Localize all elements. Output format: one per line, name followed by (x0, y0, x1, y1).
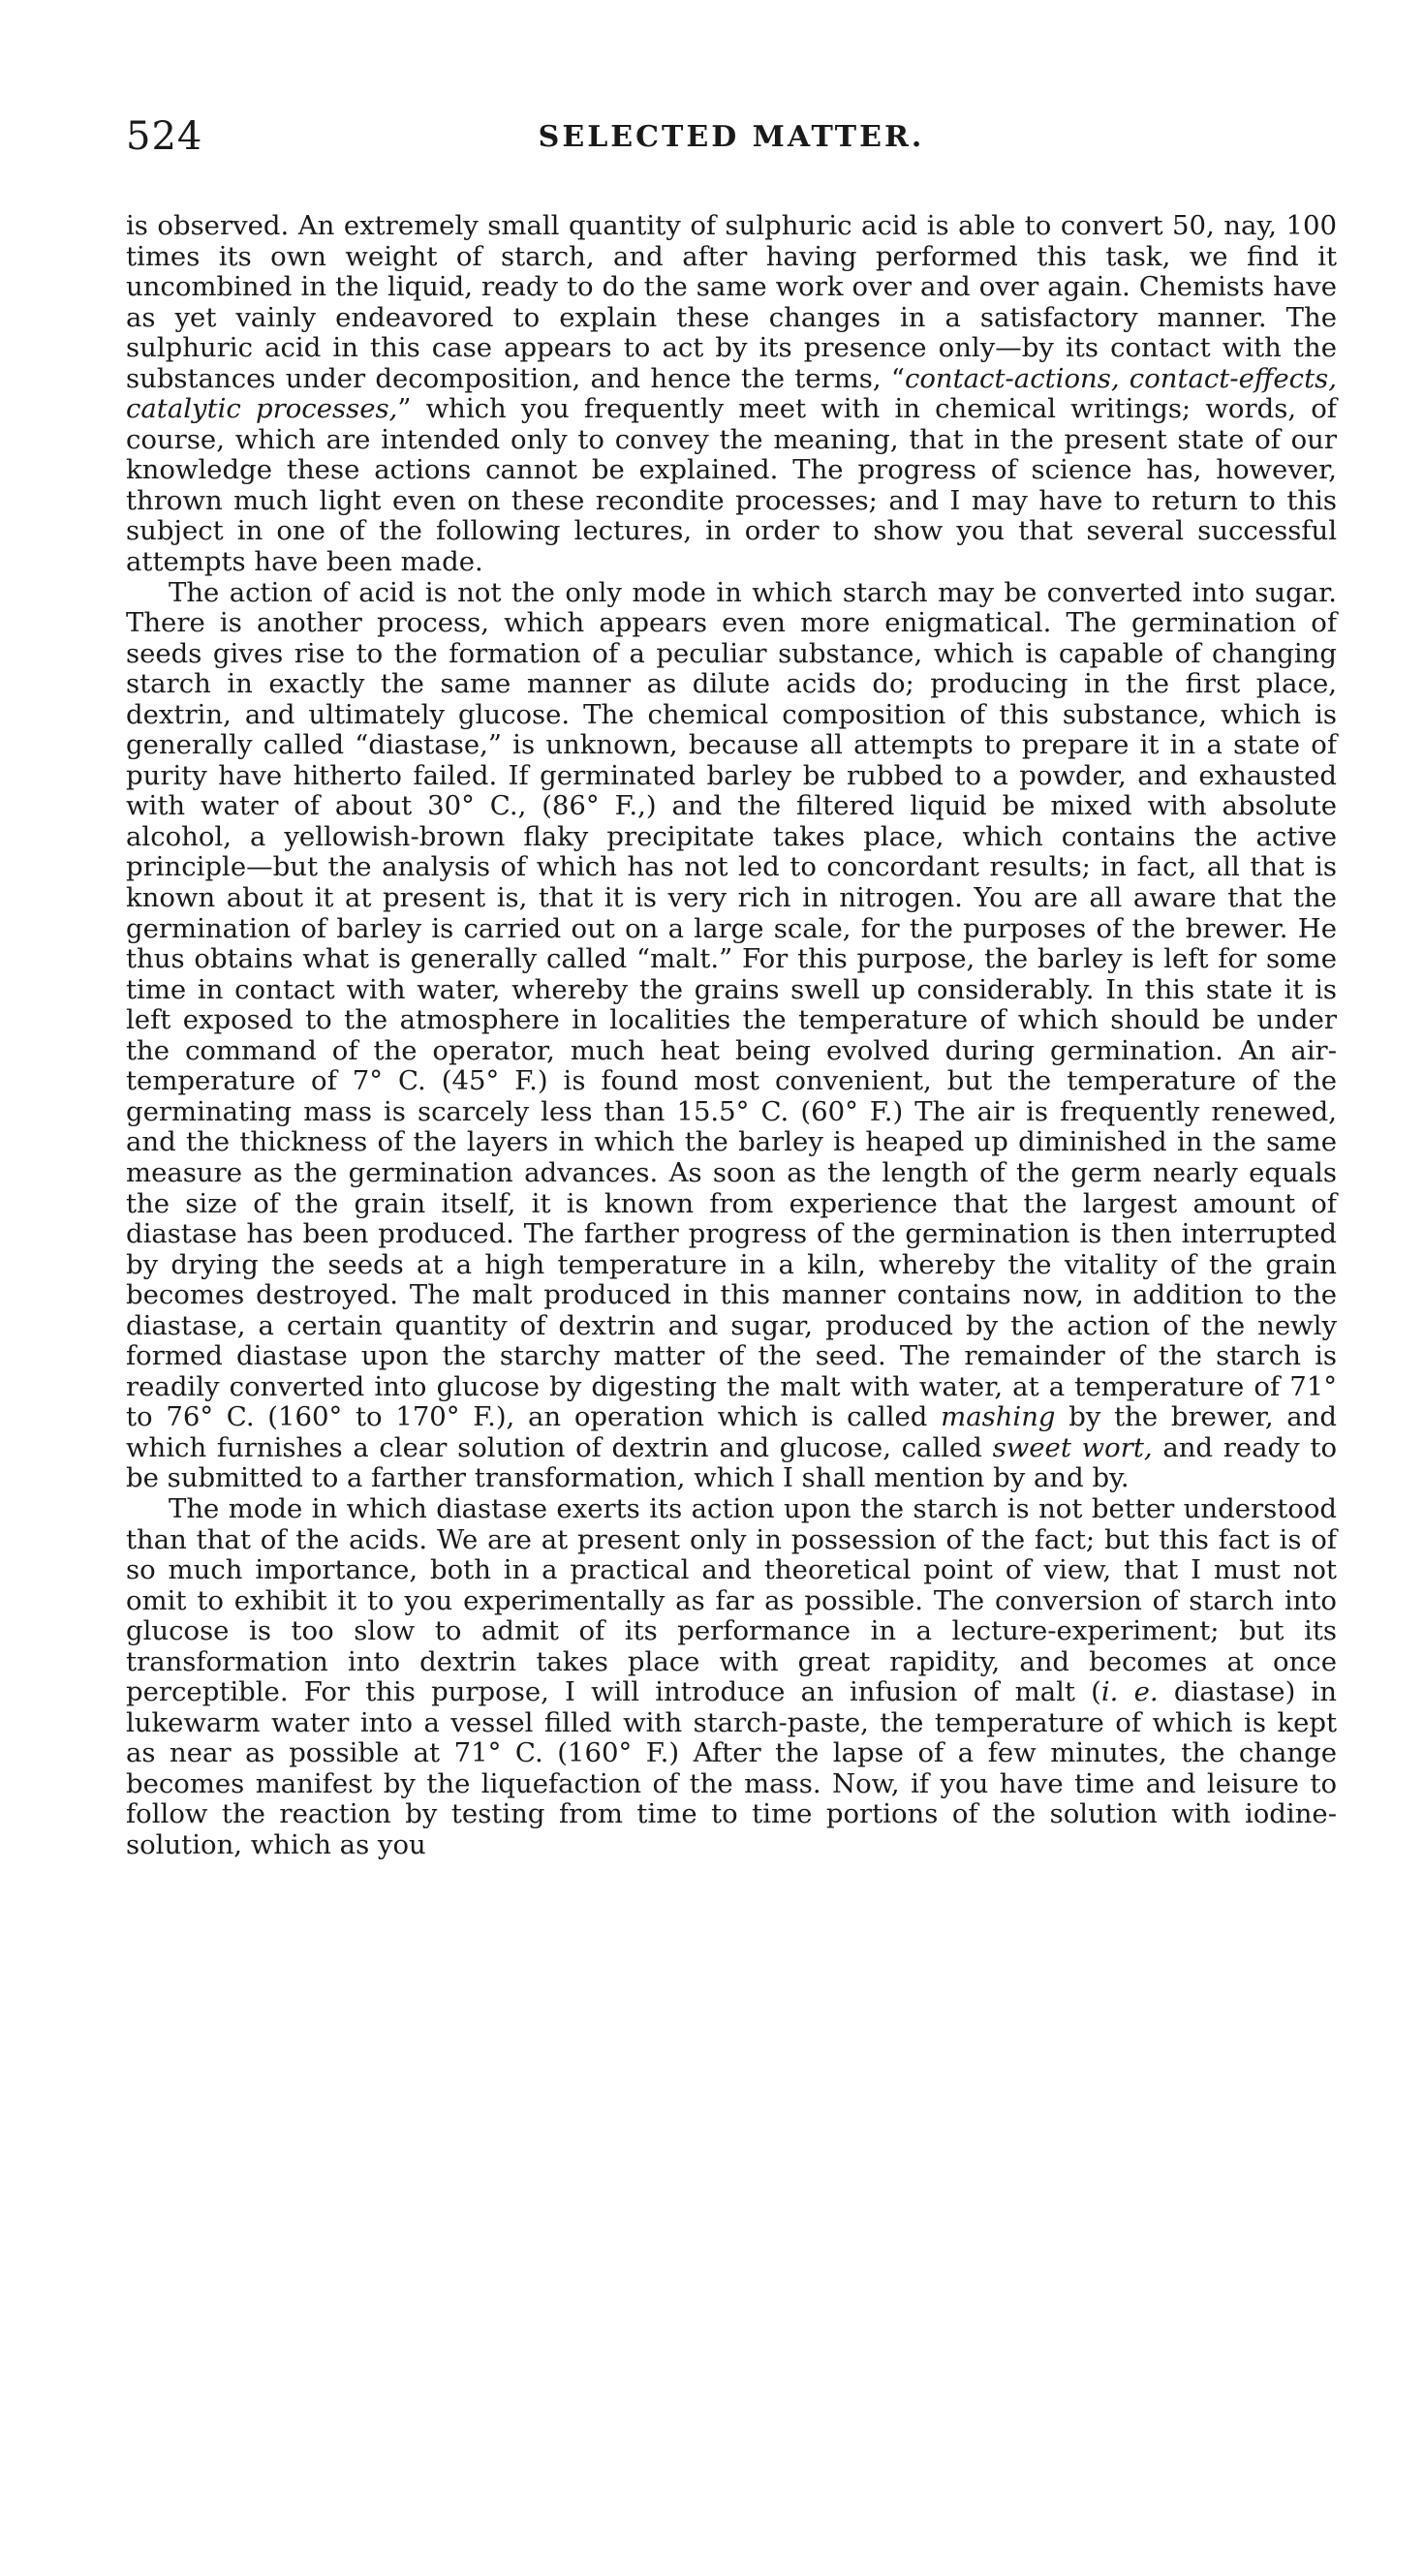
page-number: 524 (126, 114, 203, 159)
italic-terms: contact-actions, contact-effects, catalytic processes, (126, 362, 1337, 425)
book-page (126, 114, 1337, 2535)
text-segment: and ready to be submitted to a farther transformation, which I shall mention by and by. (126, 1431, 1338, 1494)
paragraph-3 (126, 1494, 1337, 1861)
paragraph-2 (126, 578, 1337, 1494)
body-text (126, 211, 1337, 1861)
italic-term-sweet-wort: sweet wort, (992, 1431, 1153, 1463)
paragraph-1 (126, 211, 1337, 578)
running-title: SELECTED MATTER. (538, 120, 925, 154)
italic-term-mashing: mashing (941, 1401, 1056, 1433)
text-segment: is observed. An extremely small quantity of sulphuric acid is able to convert 50, nay, 100 times its own weight of starch, and after having performed this task, we find it uncombined in the liquid, ready to do the same work over and over again. Chemists have as yet vainly endeavored to explain these changes in a satisfactory manner. The sulphuric acid in this case appears to act by its presence only—by its contact with the substances under decomposition, and hence the terms, “ (126, 210, 1337, 394)
running-head (126, 114, 1337, 169)
text-segment: The action of acid is not the only mode in which starch may be converted into sugar. There is another process, which appears even more enigmatical. The germination of seeds gives rise to the formation of a peculiar substance, which is capable of changing starch in exactly the same manner as dilute acids do; producing in the first place, dextrin, and ultimately glucose. The chemical composition of this substance, which is generally called “diastase,” is unknown, because all attempts to prepare it in a state of purity have hitherto failed. If germinated barley be rubbed to a powder, and exhausted with water of about 30° C., (86° F.,) and the filtered liquid be mixed with absolute alcohol, a yellowish-brown flaky precipitate takes place, which contains the active principle—but the analysis of which has not led to concordant results; in fact, all that is known about it at present is, that it is very rich in nitrogen. You are all aware that the germination of barley is carried out on a large scale, for the purposes of the brewer. He thus obtains what is generally called “malt.” For this purpose, the barley is left for some time in contact with water, whereby the grains swell up considerably. In this state it is left exposed to the atmosphere in localities the temperature of which should be under the command of the operator, much heat being evolved during germination. An air-temperature of 7° C. (45° F.) is found most convenient, but the temperature of the germinating mass is scarcely less than 15.5° C. (60° F.) The air is frequently renewed, and the thickness of the layers in which the barley is heaped up diminished in the same measure as the germination advances. As soon as the length of the germ nearly equals the size of the grain itself, it is known from experience that the largest amount of diastase has been produced. The farther progress of the germination is then interrupted by drying the seeds at a high temperature in a kiln, whereby the vitality of the grain becomes destroyed. The malt produced in this manner contains now, in addition to the diastase, a certain quantity of dextrin and sugar, produced by the action of the newly formed diastase upon the starchy matter of the seed. The remainder of the starch is readily converted into glucose by digesting the malt with water, at a temperature of 71° to 76° C. (160° to 170° F.), an operation which is called (126, 576, 1337, 1433)
text-segment: diastase) in lukewarm water into a vessel filled with starch-paste, the temperature of which is kept as near as possible at 71° C. (160° F.) After the lapse of a few minutes, the change becomes manifest by the liquefaction of the mass. Now, if you have time and leisure to follow the reaction by testing from time to time portions of the solution with iodine-solution, which as you (126, 1676, 1338, 1860)
text-segment: The mode in which diastase exerts its action upon the starch is not better understood than that of the acids. We are at present only in possession of the fact; but this fact is of so much importance, both in a practical and theoretical point of view, that I must not omit to exhibit it to you experimentally as far as possible. The conversion of starch into glucose is too slow to admit of its performance in a lecture-experiment; but its transformation into dextrin takes place with great rapidity, and becomes at once perceptible. For this purpose, I will introduce an infusion of malt ( (126, 1492, 1337, 1708)
italic-term-ie: i. e. (1100, 1676, 1159, 1708)
text-segment: ” which you frequently meet with in chemical writings; words, of course, which are intended only to convey the meaning, that in the present state of our knowledge these actions cannot be explained. The progress of science has, however, thrown much light even on these recondite processes; and I may have to return to this subject in one of the following lectures, in order to show you that several successful attempts have been made. (126, 393, 1337, 578)
text-segment: by the brewer, and which furnishes a clear solution of dextrin and glucose, called (126, 1401, 1337, 1463)
